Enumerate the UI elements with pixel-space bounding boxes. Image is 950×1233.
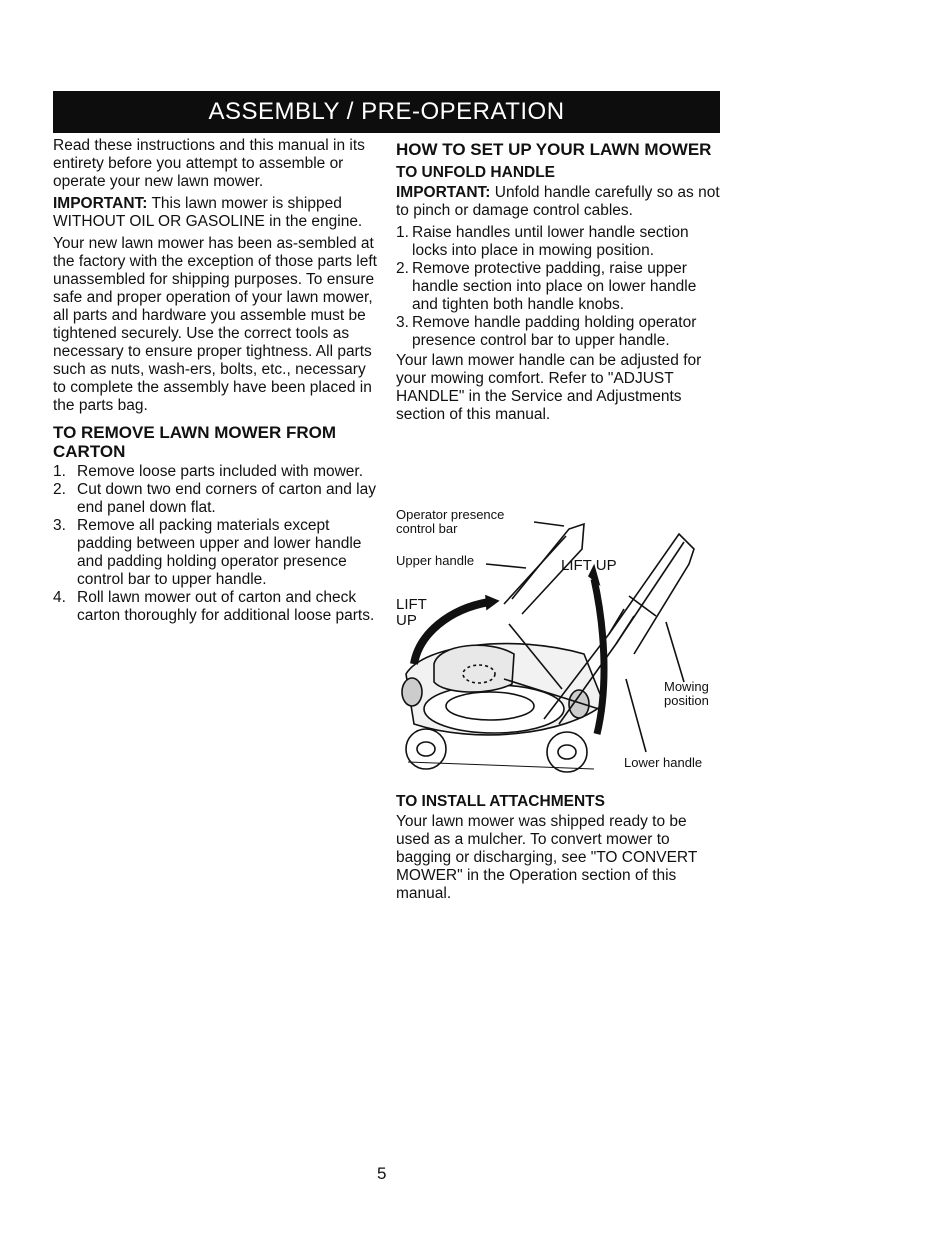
attachments-paragraph: Your lawn mower was shipped ready to be used as a mulcher. To convert mower to bagging or discharging, see "TO CONVERT MOWER" in the Operation section of this manual. bbox=[396, 813, 698, 902]
step-number: 2. bbox=[396, 260, 409, 277]
step-text: Raise handles until lower handle section locks into place in mowing position. bbox=[412, 224, 689, 259]
important-label: IMPORTANT: bbox=[396, 184, 491, 201]
list-item bbox=[53, 481, 378, 517]
setup-heading: HOW TO SET UP YOUR LAWN MOWER bbox=[396, 140, 712, 159]
important-text: This lawn mower is shipped WITHOUT OIL OR GASOLINE in the engine. bbox=[53, 195, 363, 230]
remove-heading: TO REMOVE LAWN MOWER FROM CARTON bbox=[53, 423, 337, 461]
assembled-paragraph: Your new lawn mower has been as-sembled at the factory with the exception of those parts left unassembled for shipping purposes. To ensure safe and proper operation of your lawn mower, all parts and hardware you assemble must be tightened securely. Use the correct tools as necessary to ensure proper tightness. All parts such as nuts, wash-ers, bolts, etc., necessary to complete the assembly have been placed in the parts bag. bbox=[53, 235, 377, 414]
step-text: Remove protective padding, raise upper handle section into place on lower handle and tighten both handle knobs. bbox=[412, 260, 697, 313]
step-text: Cut down two end corners of carton and lay end panel down flat. bbox=[77, 481, 376, 516]
mower-handle-figure bbox=[394, 504, 724, 786]
step-number: 1. bbox=[53, 463, 66, 480]
attachments-section bbox=[396, 788, 721, 907]
unfold-steps-list bbox=[396, 224, 721, 350]
list-item bbox=[53, 517, 378, 589]
remove-steps-list bbox=[53, 463, 378, 625]
important-label: IMPORTANT: bbox=[53, 195, 148, 212]
step-number: 1. bbox=[396, 224, 409, 241]
upper-handle-label: Upper handle bbox=[396, 553, 475, 568]
lower-handle-label: Lower handle bbox=[624, 755, 703, 770]
unfold-heading: TO UNFOLD HANDLE bbox=[396, 164, 556, 181]
step-number: 4. bbox=[53, 589, 66, 606]
mower-illustration bbox=[394, 504, 724, 786]
step-number: 3. bbox=[396, 314, 409, 331]
list-item bbox=[53, 589, 378, 625]
list-item bbox=[396, 314, 721, 350]
section-title: ASSEMBLY / PRE-OPERATION bbox=[208, 98, 565, 125]
step-text: Remove loose parts included with mower. bbox=[77, 463, 364, 480]
operator-presence-label: Operator presence control bar bbox=[396, 507, 505, 536]
page-number: 5 bbox=[377, 1164, 387, 1183]
intro-paragraph: Read these instructions and this manual in its entirety before you attempt to assemble or operate your new lawn mower. bbox=[53, 137, 365, 190]
adjust-paragraph: Your lawn mower handle can be adjusted for your mowing comfort. Refer to "ADJUST HANDLE" in the Service and Adjustments section of this manual. bbox=[396, 352, 702, 423]
step-number: 3. bbox=[53, 517, 66, 534]
important-note bbox=[53, 195, 378, 231]
important-text: Unfold handle carefully so as not to pinch or damage control cables. bbox=[396, 184, 720, 219]
step-number: 2. bbox=[53, 481, 66, 498]
list-item bbox=[396, 224, 721, 260]
step-text: Remove all packing materials except padding between upper and lower handle and padding holding operator presence control bar to upper handle. bbox=[77, 517, 362, 588]
attachments-heading: TO INSTALL ATTACHMENTS bbox=[396, 793, 605, 810]
list-item bbox=[396, 260, 721, 314]
section-banner bbox=[53, 91, 720, 133]
lift-label: LIFT bbox=[396, 596, 427, 613]
unfold-important-note bbox=[396, 184, 721, 220]
mowing-position-label: Mowing position bbox=[664, 679, 709, 708]
step-text: Remove handle padding holding operator presence control bar to upper handle. bbox=[412, 314, 697, 349]
list-item bbox=[53, 463, 378, 481]
lift-up-label: LIFT UP bbox=[561, 557, 617, 574]
right-column bbox=[396, 137, 721, 428]
up-label: UP bbox=[396, 612, 417, 629]
left-column bbox=[53, 137, 378, 627]
step-text: Roll lawn mower out of carton and check carton thoroughly for additional loose parts. bbox=[77, 589, 375, 624]
